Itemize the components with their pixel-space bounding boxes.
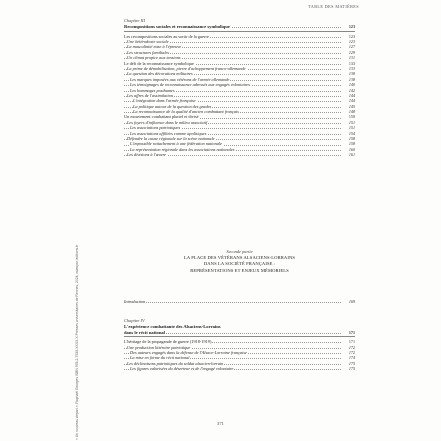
page-number: 161 xyxy=(348,152,355,158)
page-number: 133 xyxy=(348,60,355,66)
page-number: 151 xyxy=(348,119,355,125)
page-number: 172 xyxy=(348,344,355,350)
page-number: 123 xyxy=(348,33,355,39)
page-number: 160 xyxy=(348,146,355,152)
page-number: 142 xyxy=(348,87,355,93)
page-number: 169 xyxy=(348,299,355,304)
toc-entry-text: La question des décorations militaires xyxy=(127,71,193,77)
toc-entry-text: La politique autour de la question des grades xyxy=(133,103,212,109)
part-title-line-1: LA PLACE DES VÉTÉRANS ALSACIENS-LORRAINS xyxy=(183,255,296,260)
part-label: Seconde partie xyxy=(226,249,253,254)
toc-entry-text: Les foyers d'influence dans le milieu associatif xyxy=(127,119,208,125)
chapter-title-line-2: dans le récit national 171 xyxy=(124,329,355,335)
toc-entry-text: Les témoignages de reconnaissance adressés aux engagés volontaires xyxy=(130,82,250,88)
toc-entry-text: La masculinité mise à l'épreuve xyxy=(127,44,182,50)
page-number: 123 xyxy=(348,38,355,44)
chapter-label: Chapitre IV xyxy=(124,318,145,323)
page-number: 151 xyxy=(348,125,355,131)
toc-entry-text: La mise en forme du récit national xyxy=(130,355,190,361)
page-number: 171 xyxy=(348,339,355,345)
page-number: 133 xyxy=(348,65,355,71)
chapter-4-block xyxy=(124,318,355,372)
page-number: 131 xyxy=(348,55,355,61)
toc-entry-text: Les associations affiliées comme apolitiques xyxy=(130,130,207,136)
page-number: 127 xyxy=(348,44,355,50)
toc-entry-text: Les structures familiales xyxy=(127,49,170,55)
page-number: 144 xyxy=(348,98,355,104)
toc-entry-text: La représentation régionale dans les associations nationales xyxy=(130,146,235,152)
toc-entry-text: L'héritage de la propagande de guerre (1918-1919) xyxy=(124,339,212,345)
toc-entry-text: Les affres de l'assimilation xyxy=(127,92,173,98)
page-number: 174 xyxy=(348,355,355,361)
toc-entry-text: Un climat propice aux tensions xyxy=(127,55,181,61)
toc-entry-text: Défendre la cause régionale sur la scène nationale xyxy=(127,136,215,142)
page-number: 138 xyxy=(348,71,355,77)
toc-entry-text: L'intégration dans l'armée française xyxy=(133,98,196,104)
toc-entry-text: L'impossible rattachement à une fédération nationale xyxy=(130,141,222,147)
copyright-side-note: « Un nouveau départ », Raphaël Georges ISBN 978-2-7535-XXXX-X Presses universitaires de Rennes, 2024, www.pur-editions.fr xyxy=(75,244,79,440)
page-number: 140 xyxy=(348,82,355,88)
toc-entry xyxy=(124,366,355,371)
toc-entry-text: Des auteurs engagés dans la défense de l'Alsace-Lorraine française xyxy=(130,349,247,355)
page-number: 175 xyxy=(348,366,355,372)
chapter-4-entries xyxy=(124,339,355,371)
divider xyxy=(124,31,355,32)
chapter-title: Recompositions sociales et reconnaissance symbolique 123 xyxy=(124,24,355,29)
page-number: 172 xyxy=(348,349,355,355)
running-head: TABLE DES MATIÈRES xyxy=(308,4,359,9)
toc-entry-text: Les hommages posthumes xyxy=(130,87,175,93)
toc-entry-text: Les déclinaisons patriotiques du soldat alsacien-lorrain xyxy=(127,360,224,366)
page-number: 150 xyxy=(348,114,355,120)
toc-entry-text: La reconnaissance de la qualité d'ancien combattant français xyxy=(133,109,239,115)
toc-entry-text: Une production littéraire patriotique xyxy=(127,344,191,350)
chapter-label: Chapitre III xyxy=(124,18,145,23)
page-number: 123 xyxy=(348,24,355,29)
part-title-line-3: REPRÉSENTATIONS ET ENJEUX MÉMORIELS xyxy=(190,267,289,273)
toc-entry-text: Le défi de la reconnaissance symbolique xyxy=(124,60,194,66)
page-number: 145 xyxy=(348,103,355,109)
toc-entry-text: Les associations patriotiques xyxy=(130,125,181,131)
page-number: 138 xyxy=(348,76,355,82)
toc-entry-text: Un mouvement combattant pluriel et divisé xyxy=(124,114,199,120)
page-number: 129 xyxy=(348,49,355,55)
toc-entry-text: Les divisions à l'œuvre xyxy=(127,152,167,158)
chapter-title-line-1: L'expérience combattante des Alsaciens-Lorrains xyxy=(124,324,221,329)
part-heading xyxy=(124,248,355,274)
page-number: 175 xyxy=(348,360,355,366)
page-number: 171 xyxy=(348,329,355,335)
toc-entry xyxy=(124,152,355,157)
page-number: 144 xyxy=(348,92,355,98)
toc-entry-text: Les figures valorisées du déserteur et de l'engagé volontaire xyxy=(130,366,234,372)
page-number: 158 xyxy=(348,136,355,142)
page-number: 158 xyxy=(348,141,355,147)
page-number: 154 xyxy=(348,130,355,136)
chapter-3-entries xyxy=(124,34,355,158)
toc-entry-text: Les marques imposées aux vétérans de l'armée allemande xyxy=(130,76,230,82)
toc-entry: Introduction 169 xyxy=(124,299,355,304)
toc-entry-text: Les recompositions sociales au sortir de la guerre xyxy=(124,33,209,39)
introduction-entry xyxy=(124,299,355,304)
toc-entry-text: Une hétérodoxie sociale xyxy=(127,38,169,44)
page-folio: 371 xyxy=(217,421,224,426)
chapter-3-block xyxy=(124,18,355,158)
page-number: 148 xyxy=(348,109,355,115)
toc-entry-text: La prime de démobilisation, pierre d'achoppement franco-allemande xyxy=(127,65,246,71)
part-title-line-2: DANS LA SOCIÉTÉ FRANÇAISE : xyxy=(203,261,276,267)
divider xyxy=(124,336,355,337)
